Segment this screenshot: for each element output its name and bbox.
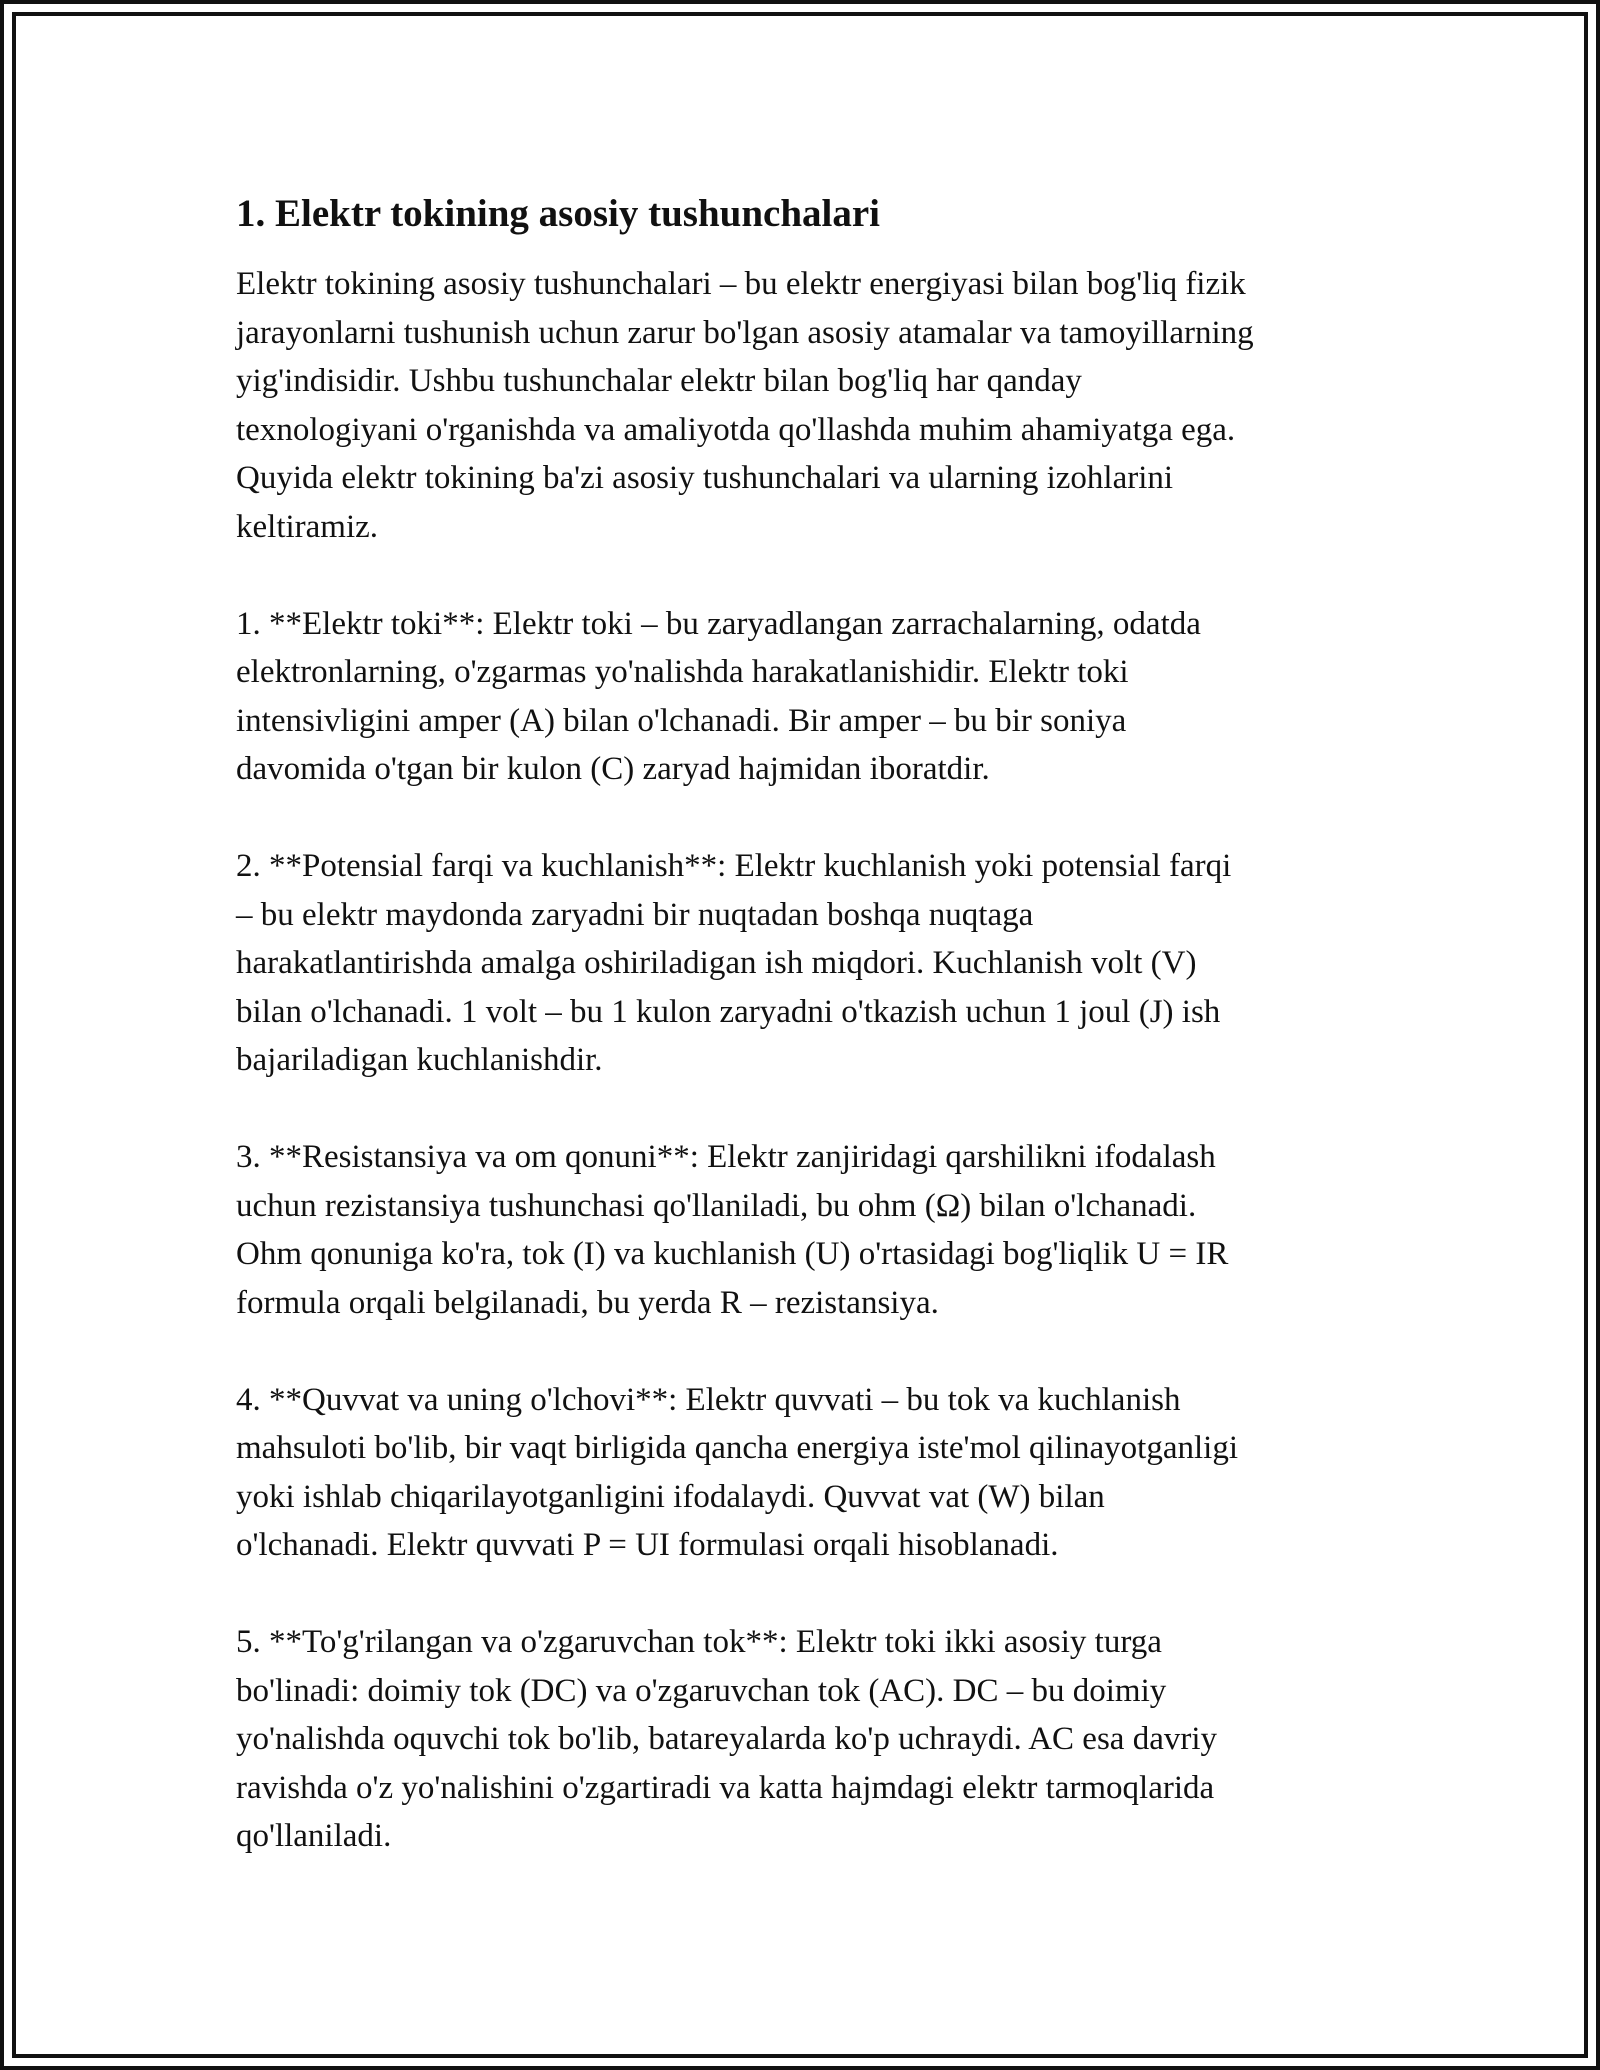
paragraph-line: intensivligini amper (A) bilan o'lchanadi. Bir amper – bu bir soniya xyxy=(236,702,1127,739)
paragraph-line: bo'linadi: doimiy tok (DC) va o'zgaruvchan tok (AC). DC – bu doimiy xyxy=(236,1672,1167,1709)
paragraph-line: Elektr tokining asosiy tushunchalari – bu elektr energiyasi bilan bog'liq fizik xyxy=(236,266,1246,302)
paragraph-line: mahsuloti bo'lib, bir vaqt birligida qancha energiya iste'mol qilinayotganligi xyxy=(236,1430,1239,1466)
paragraph-line: o'lchanadi. Elektr quvvati P = UI formulasi orqali hisoblanadi. xyxy=(236,1527,1059,1563)
paragraph-line: elektronlarning, o'zgarmas yo'nalishda harakatlanishidir. Elektr toki xyxy=(236,654,1129,690)
paragraph-3 xyxy=(236,842,1376,1085)
paragraph-2 xyxy=(236,600,1376,794)
paragraph-line: formula orqali belgilanadi, bu yerda R – rezistansiya. xyxy=(236,1284,939,1321)
paragraph-4 xyxy=(236,1133,1376,1327)
paragraph-line: ravishda o'z yo'nalishini o'zgartiradi va katta hajmdagi elektr tarmoqlarida xyxy=(236,1769,1215,1806)
paragraph-line: yoki ishlab chiqarilayotganligini ifodalaydi. Quvvat vat (W) bilan xyxy=(236,1478,1105,1515)
paragraph-6 xyxy=(236,1618,1376,1861)
paragraph-line: davomida o'tgan bir kulon (C) zaryad hajmidan iboratdir. xyxy=(236,751,990,787)
paragraph-line: jarayonlarni tushunish uchun zarur bo'lgan asosiy atamalar va tamoyillarning xyxy=(236,314,1254,351)
paragraph-line: yig'indisidir. Ushbu tushunchalar elektr bilan bog'liq har qanday xyxy=(236,363,1082,399)
paragraph-line: qo'llaniladi. xyxy=(236,1818,392,1854)
paragraph-5 xyxy=(236,1376,1376,1570)
paragraph-line: 2. **Potensial farqi va kuchlanish**: Elektr kuchlanish yoki potensial farqi xyxy=(236,848,1232,884)
paragraph-line: 4. **Quvvat va uning o'lchovi**: Elektr quvvati – bu tok va kuchlanish xyxy=(236,1381,1181,1418)
paragraph-1 xyxy=(236,260,1376,551)
paragraph-line: bilan o'lchanadi. 1 volt – bu 1 kulon zaryadni o'tkazish uchun 1 joul (J) ish xyxy=(236,993,1221,1030)
paragraph-line: Quyida elektr tokining ba'zi asosiy tushunchalari va ularning izohlarini xyxy=(236,460,1174,496)
paragraph-line: 5. **To'g'rilangan va o'zgaruvchan tok**: Elektr toki ikki asosiy turga xyxy=(236,1624,1162,1660)
paragraph-line: – bu elektr maydonda zaryadni bir nuqtadan boshqa nuqtaga xyxy=(236,896,1034,933)
page-title: 1. Elektr tokining asosiy tushunchalari xyxy=(236,192,881,235)
paragraph-line: keltiramiz. xyxy=(236,508,379,545)
paragraph-list xyxy=(236,260,1376,1861)
paragraph-line: 1. **Elektr toki**: Elektr toki – bu zaryadlangan zarrachalarning, odatda xyxy=(236,605,1201,642)
paragraph-line: Ohm qonuniga ko'ra, tok (I) va kuchlanish (U) o'rtasidagi bog'liqlik U = IR xyxy=(236,1236,1229,1272)
document-body xyxy=(236,188,1376,1909)
paragraph-line: yo'nalishda oquvchi tok bo'lib, batareyalarda ko'p uchraydi. AC esa davriy xyxy=(236,1721,1217,1757)
paragraph-line: 3. **Resistansiya va om qonuni**: Elektr zanjiridagi qarshilikni ifodalash xyxy=(236,1139,1216,1175)
paragraph-line: uchun rezistansiya tushunchasi qo'llaniladi, bu ohm (Ω) bilan o'lchanadi. xyxy=(236,1187,1197,1224)
paragraph-line: texnologiyani o'rganishda va amaliyotda qo'llashda muhim ahamiyatga ega. xyxy=(236,411,1236,448)
paragraph-line: harakatlantirishda amalga oshiriladigan ish miqdori. Kuchlanish volt (V) xyxy=(236,945,1197,981)
paragraph-line: bajariladigan kuchlanishdir. xyxy=(236,1042,603,1078)
